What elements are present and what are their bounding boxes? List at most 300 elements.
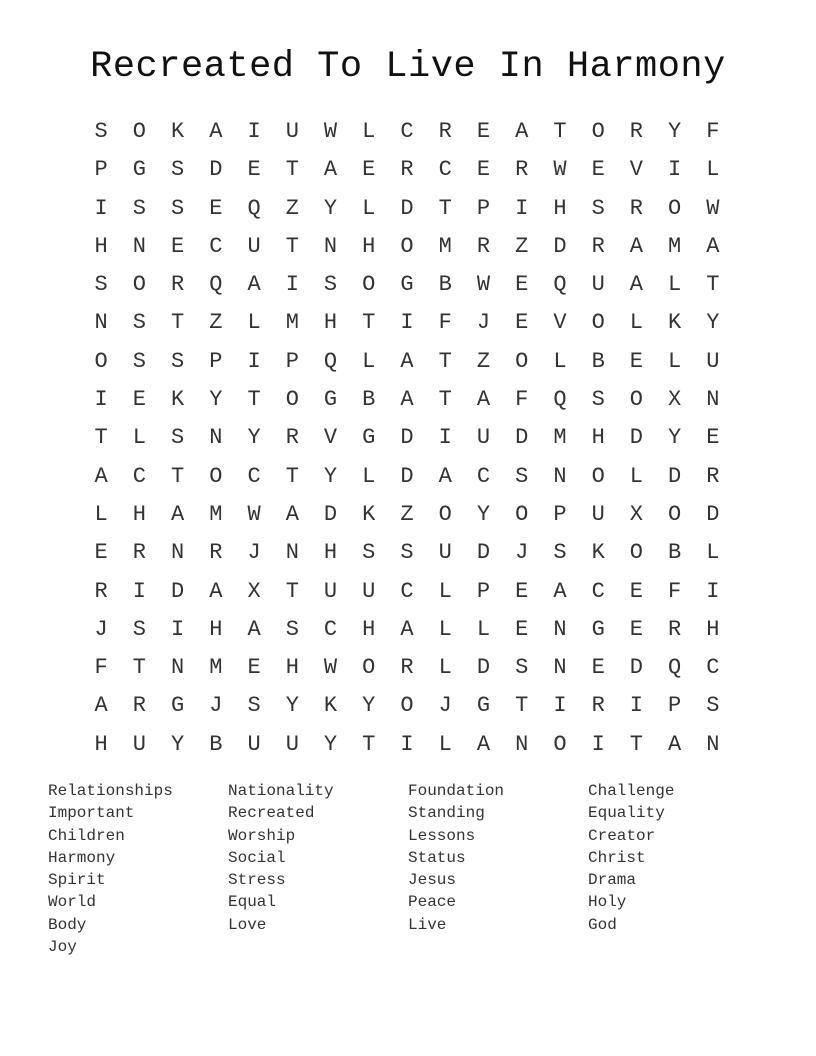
grid-letter: E <box>170 233 185 259</box>
grid-letter: C <box>132 463 146 489</box>
grid-letter: A <box>400 348 414 374</box>
grid-letter: A <box>476 731 491 757</box>
grid-letter: D <box>553 233 567 259</box>
grid-letter: Z <box>515 233 529 259</box>
grid-letter: C <box>400 578 414 604</box>
grid-letter: A <box>629 272 643 298</box>
grid-letter: C <box>591 578 605 604</box>
grid-letter: V <box>323 425 338 451</box>
grid-row <box>82 573 732 611</box>
grid-letter: S <box>170 348 185 374</box>
grid-letter: T <box>438 387 452 413</box>
grid-letter: L <box>438 731 452 757</box>
grid-letter: A <box>285 501 299 527</box>
grid-row <box>82 113 732 151</box>
grid-letter: K <box>362 501 376 527</box>
grid-letter: T <box>438 195 452 221</box>
grid-letter: T <box>285 463 299 489</box>
grid-letter: W <box>247 501 261 527</box>
grid-letter: Q <box>553 387 567 413</box>
grid-letter: L <box>668 348 682 374</box>
grid-letter: L <box>476 616 491 642</box>
grid-letter: A <box>94 463 108 489</box>
grid-letter: E <box>132 387 146 413</box>
grid-letter: A <box>400 387 414 413</box>
grid-letter: D <box>400 195 414 221</box>
grid-letter: R <box>285 425 299 451</box>
grid-letter: A <box>476 387 491 413</box>
grid-letter: F <box>94 655 108 681</box>
grid-letter: B <box>362 387 376 413</box>
grid-letter: E <box>247 655 261 681</box>
grid-letter: L <box>706 157 720 183</box>
grid-letter: A <box>209 119 223 144</box>
grid-letter: S <box>591 195 605 221</box>
grid-letter: A <box>553 578 567 604</box>
grid-letter: O <box>591 119 605 144</box>
grid-letter: U <box>247 233 261 259</box>
grid-letter: U <box>285 731 299 757</box>
grid-letter: L <box>438 655 452 681</box>
grid-letter: F <box>706 119 720 144</box>
grid-letter: Q <box>209 272 223 298</box>
grid-letter: I <box>591 731 605 757</box>
grid-letter: I <box>247 348 261 374</box>
grid-letter: I <box>629 693 643 719</box>
grid-row <box>82 496 732 534</box>
grid-letter: O <box>668 195 682 221</box>
grid-letter: A <box>706 233 720 259</box>
grid-letter: E <box>629 616 643 642</box>
grid-letter: Y <box>209 387 223 413</box>
grid-letter: J <box>94 616 108 642</box>
grid-letter: A <box>515 119 529 144</box>
grid-letter: I <box>132 578 146 604</box>
grid-row <box>82 687 732 725</box>
grid-letter: R <box>132 540 146 566</box>
grid-letter: J <box>209 693 223 719</box>
grid-letter: S <box>362 540 376 566</box>
grid-letter: D <box>400 425 414 451</box>
grid-letter: N <box>94 310 108 336</box>
grid-letter: W <box>476 272 491 298</box>
grid-letter: D <box>706 501 720 527</box>
grid-letter: H <box>285 655 299 681</box>
word-list-item: Important <box>48 804 135 823</box>
grid-letter: I <box>706 578 720 604</box>
grid-letter: C <box>476 463 491 489</box>
grid-letter: P <box>209 348 223 374</box>
word-list-item: Standing <box>408 804 485 823</box>
grid-letter: H <box>553 195 567 221</box>
grid-letter: E <box>591 655 605 681</box>
grid-letter: T <box>515 693 529 719</box>
grid-letter: G <box>362 425 376 451</box>
word-list-item: Spirit <box>48 871 106 890</box>
grid-letter: S <box>515 463 529 489</box>
word-column <box>408 780 578 936</box>
grid-letter: I <box>668 157 682 183</box>
grid-letter: U <box>285 119 299 144</box>
grid-letter: S <box>170 157 185 183</box>
grid-letter: S <box>170 425 185 451</box>
word-list-item: Social <box>228 848 286 867</box>
grid-letter: T <box>285 233 299 259</box>
grid-letter: P <box>285 348 299 374</box>
grid-letter: Z <box>285 195 299 221</box>
word-column <box>228 780 398 936</box>
grid-letter: A <box>247 272 261 298</box>
grid-letter: K <box>668 310 682 336</box>
grid-letter: N <box>170 655 185 681</box>
page-title: Recreated To Live In Harmony <box>90 46 726 88</box>
grid-letter: A <box>247 616 261 642</box>
grid-letter: K <box>170 119 185 144</box>
grid-letter: O <box>362 272 376 298</box>
grid-letter: W <box>323 119 338 144</box>
grid-letter: J <box>515 540 529 566</box>
grid-letter: O <box>438 501 452 527</box>
grid-letter: K <box>591 540 605 566</box>
word-list-item: Children <box>48 826 125 845</box>
grid-letter: Y <box>476 501 491 527</box>
grid-letter: O <box>591 463 605 489</box>
grid-letter: O <box>285 387 299 413</box>
grid-row <box>82 190 732 228</box>
grid-letter: O <box>515 348 529 374</box>
word-list-item: Love <box>228 915 267 934</box>
grid-letter: L <box>553 348 567 374</box>
grid-letter: L <box>362 348 376 374</box>
grid-letter: O <box>132 272 146 298</box>
grid-letter: U <box>438 540 452 566</box>
grid-letter: G <box>400 272 414 298</box>
grid-letter: S <box>591 387 605 413</box>
grid-row <box>82 304 732 342</box>
grid-letter: B <box>591 348 605 374</box>
grid-letter: S <box>400 540 414 566</box>
grid-letter: Y <box>323 463 338 489</box>
grid-row <box>82 649 732 687</box>
grid-letter: E <box>247 157 261 183</box>
grid-letter: U <box>247 731 261 757</box>
grid-letter: U <box>132 731 146 757</box>
grid-letter: L <box>362 119 376 144</box>
grid-letter: U <box>591 272 605 298</box>
grid-letter: L <box>362 195 376 221</box>
grid-letter: S <box>132 616 146 642</box>
grid-letter: V <box>629 157 643 183</box>
grid-letter: P <box>476 578 491 604</box>
grid-letter: F <box>515 387 529 413</box>
grid-letter: T <box>247 387 261 413</box>
word-list-item: Lessons <box>408 826 476 845</box>
grid-letter: J <box>476 310 491 336</box>
grid-letter: U <box>362 578 376 604</box>
grid-letter: J <box>247 540 261 566</box>
word-list-item: Challenge <box>588 782 675 800</box>
grid-letter: L <box>629 463 643 489</box>
grid-letter: T <box>170 463 185 489</box>
grid-letter: H <box>94 731 108 757</box>
grid-letter: Y <box>285 693 299 719</box>
grid-letter: S <box>285 616 299 642</box>
word-list-item: Nationality <box>228 782 334 800</box>
grid-letter: S <box>170 195 185 221</box>
grid-letter: M <box>209 501 223 527</box>
grid-letter: E <box>515 310 529 336</box>
grid-letter: I <box>438 425 452 451</box>
grid-row <box>82 151 732 189</box>
grid-letter: R <box>515 157 529 183</box>
grid-letter: L <box>362 463 376 489</box>
grid-letter: S <box>94 272 108 298</box>
grid-letter: M <box>209 655 223 681</box>
grid-letter: E <box>476 157 491 183</box>
word-column <box>588 780 758 936</box>
grid-letter: Y <box>323 195 338 221</box>
grid-letter: E <box>515 616 529 642</box>
grid-letter: X <box>247 578 261 604</box>
grid-letter: S <box>553 540 567 566</box>
grid-letter: A <box>170 501 185 527</box>
grid-row <box>82 419 732 457</box>
grid-letter: M <box>553 425 567 451</box>
word-list-item: Recreated <box>228 804 315 823</box>
grid-letter: D <box>209 157 223 183</box>
grid-letter: F <box>438 310 452 336</box>
grid-letter: C <box>323 616 338 642</box>
grid-letter: I <box>515 195 529 221</box>
grid-letter: C <box>706 655 720 681</box>
grid-letter: V <box>553 310 567 336</box>
word-list-item: Creator <box>588 826 656 845</box>
grid-letter: R <box>400 157 414 183</box>
grid-letter: G <box>591 616 605 642</box>
grid-letter: L <box>629 310 643 336</box>
grid-letter: T <box>553 119 567 144</box>
grid-letter: I <box>400 310 414 336</box>
grid-letter: Y <box>247 425 261 451</box>
grid-letter: A <box>668 731 682 757</box>
grid-letter: E <box>629 348 643 374</box>
grid-letter: Z <box>476 348 491 374</box>
grid-letter: K <box>323 693 338 719</box>
grid-letter: I <box>285 272 299 298</box>
grid-letter: E <box>591 157 605 183</box>
grid-letter: H <box>362 616 376 642</box>
grid-letter: G <box>170 693 185 719</box>
grid-letter: S <box>706 693 720 719</box>
grid-letter: T <box>629 731 643 757</box>
grid-letter: A <box>629 233 643 259</box>
grid-letter: Q <box>553 272 567 298</box>
grid-letter: G <box>476 693 491 719</box>
grid-letter: T <box>706 272 720 298</box>
grid-letter: L <box>438 616 452 642</box>
grid-letter: A <box>94 693 108 719</box>
grid-letter: E <box>706 425 720 451</box>
grid-letter: P <box>476 195 491 221</box>
grid-letter: R <box>94 578 108 604</box>
grid-letter: H <box>209 616 223 642</box>
grid-letter: M <box>438 233 452 259</box>
word-list-item: Status <box>408 848 466 867</box>
grid-letter: T <box>438 348 452 374</box>
grid-letter: O <box>362 655 376 681</box>
word-list-item: Stress <box>228 871 286 890</box>
grid-letter: N <box>553 463 567 489</box>
word-list-item: Peace <box>408 893 457 912</box>
grid-letter: E <box>362 157 376 183</box>
word-list-item: God <box>588 915 617 934</box>
grid-letter: R <box>668 616 682 642</box>
grid-letter: L <box>132 425 146 451</box>
grid-letter: A <box>438 463 452 489</box>
grid-letter: O <box>591 310 605 336</box>
grid-letter: I <box>247 119 261 144</box>
grid-letter: N <box>323 233 338 259</box>
grid-letter: N <box>209 425 223 451</box>
word-list-item: Live <box>408 915 447 934</box>
grid-letter: I <box>400 731 414 757</box>
grid-letter: S <box>132 310 146 336</box>
grid-letter: W <box>706 195 720 221</box>
grid-row <box>82 381 732 419</box>
grid-letter: G <box>132 157 146 183</box>
letter-grid <box>82 113 732 764</box>
grid-letter: R <box>706 463 720 489</box>
grid-letter: O <box>132 119 146 144</box>
grid-row <box>82 458 732 496</box>
grid-letter: T <box>362 731 376 757</box>
grid-letter: A <box>209 578 223 604</box>
grid-letter: O <box>668 501 682 527</box>
grid-letter: U <box>591 501 605 527</box>
grid-letter: H <box>591 425 605 451</box>
word-column <box>48 780 218 958</box>
word-list-item: Holy <box>588 893 627 912</box>
grid-letter: L <box>668 272 682 298</box>
grid-letter: I <box>94 387 108 413</box>
grid-letter: A <box>323 157 338 183</box>
grid-letter: N <box>706 731 720 757</box>
grid-letter: U <box>706 348 720 374</box>
grid-letter: C <box>400 119 414 144</box>
grid-letter: E <box>209 195 223 221</box>
grid-letter: C <box>209 233 223 259</box>
grid-letter: Q <box>247 195 261 221</box>
word-list-item: Harmony <box>48 848 116 867</box>
grid-letter: E <box>515 272 529 298</box>
grid-letter: Z <box>209 310 223 336</box>
grid-row <box>82 228 732 266</box>
grid-letter: O <box>515 501 529 527</box>
grid-letter: Q <box>323 348 338 374</box>
grid-letter: R <box>476 233 491 259</box>
grid-letter: S <box>515 655 529 681</box>
grid-letter: T <box>170 310 185 336</box>
word-list-item: Drama <box>588 871 637 890</box>
grid-letter: R <box>629 195 643 221</box>
grid-letter: M <box>285 310 299 336</box>
word-list-item: Foundation <box>408 782 505 800</box>
word-list-item: Jesus <box>408 871 457 890</box>
grid-letter: P <box>94 157 108 183</box>
grid-letter: E <box>629 578 643 604</box>
grid-letter: O <box>629 387 643 413</box>
grid-letter: D <box>476 540 491 566</box>
word-list-item: Relationships <box>48 782 173 800</box>
grid-letter: H <box>362 233 376 259</box>
grid-letter: D <box>400 463 414 489</box>
grid-letter: X <box>629 501 643 527</box>
grid-row <box>82 343 732 381</box>
grid-letter: E <box>476 119 491 144</box>
word-list-item: World <box>48 893 97 912</box>
grid-letter: N <box>706 387 720 413</box>
grid-letter: Y <box>706 310 720 336</box>
word-list-item: Worship <box>228 826 296 845</box>
grid-letter: U <box>323 578 338 604</box>
grid-letter: P <box>553 501 567 527</box>
grid-letter: Y <box>668 119 682 144</box>
grid-letter: S <box>323 272 338 298</box>
grid-letter: D <box>629 425 643 451</box>
grid-letter: T <box>285 578 299 604</box>
grid-letter: R <box>400 655 414 681</box>
grid-row <box>82 611 732 649</box>
grid-letter: X <box>668 387 682 413</box>
grid-letter: N <box>285 540 299 566</box>
grid-letter: E <box>94 540 108 566</box>
grid-letter: S <box>94 119 108 144</box>
grid-letter: L <box>247 310 261 336</box>
grid-letter: C <box>247 463 261 489</box>
grid-letter: Y <box>362 693 376 719</box>
grid-letter: D <box>629 655 643 681</box>
grid-letter: L <box>94 501 108 527</box>
grid-letter: K <box>170 387 185 413</box>
grid-letter: W <box>553 157 567 183</box>
grid-letter: H <box>94 233 108 259</box>
grid-letter: R <box>170 272 185 298</box>
grid-letter: S <box>132 195 146 221</box>
word-list-item: Christ <box>588 848 646 867</box>
grid-letter: H <box>323 540 338 566</box>
grid-letter: O <box>400 233 414 259</box>
grid-letter: I <box>94 195 108 221</box>
grid-letter: T <box>94 425 108 451</box>
grid-letter: I <box>170 616 185 642</box>
grid-letter: B <box>209 731 223 757</box>
grid-letter: N <box>553 655 567 681</box>
grid-letter: N <box>170 540 185 566</box>
grid-letter: J <box>438 693 452 719</box>
grid-letter: R <box>591 693 605 719</box>
grid-letter: H <box>323 310 338 336</box>
grid-letter: A <box>400 616 414 642</box>
grid-letter: D <box>476 655 491 681</box>
grid-letter: Y <box>668 425 682 451</box>
grid-letter: W <box>323 655 338 681</box>
grid-letter: O <box>553 731 567 757</box>
grid-letter: F <box>668 578 682 604</box>
grid-letter: T <box>285 157 299 183</box>
grid-letter: H <box>132 501 146 527</box>
grid-letter: N <box>132 233 146 259</box>
grid-letter: C <box>438 157 452 183</box>
